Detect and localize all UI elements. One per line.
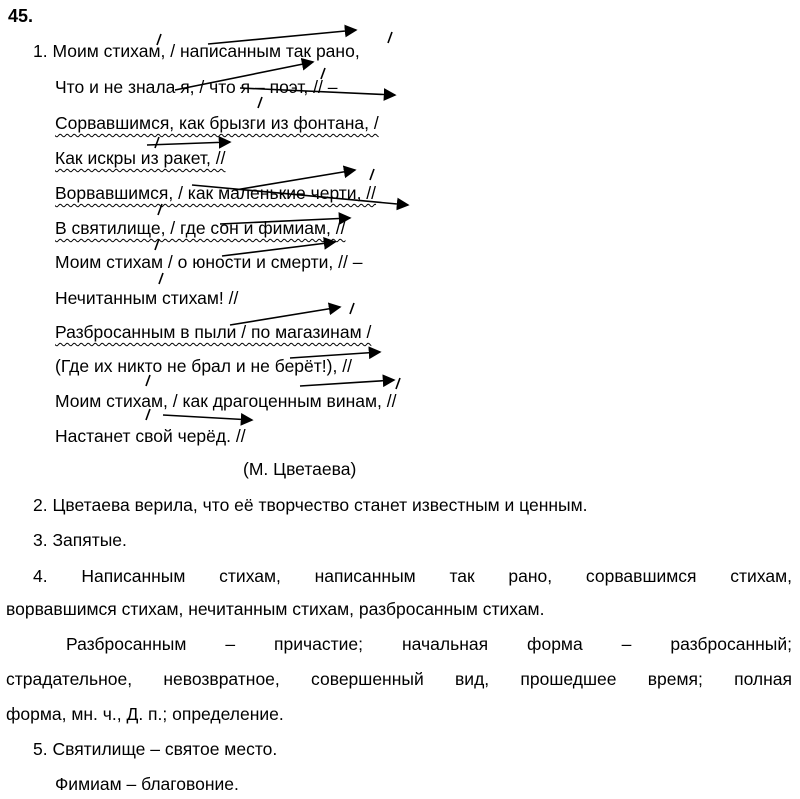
- poem-line-4: Как искры из ракет, //: [55, 148, 226, 168]
- poem-line-6: В святилище, / где сон и фимиам, //: [55, 218, 346, 238]
- link-arrow: [163, 415, 252, 420]
- stress-mark: [258, 97, 262, 108]
- stress-mark: [350, 303, 354, 314]
- stress-mark: [370, 169, 374, 180]
- poem-line-12: Настанет свой черёд. //: [55, 426, 246, 446]
- poem-line-9: Разбросанным в пыли / по магазинам /: [55, 322, 372, 342]
- answer-4-para2-line-1: Разбросанным – причастие; начальная форма – разбросанный;: [66, 634, 792, 654]
- stress-mark: [155, 239, 159, 250]
- stress-mark: [396, 378, 400, 389]
- poem-line-2: Что и не знала я, / что я – поэт, // –: [55, 77, 338, 97]
- poem-line-10: (Где их никто не брал и не берёт!), //: [55, 356, 352, 376]
- poem-text: Моим стихам, / написанным так рано,: [52, 41, 360, 61]
- link-arrow: [300, 380, 394, 386]
- link-arrow: [147, 142, 230, 145]
- answer-4-para2-line-3: форма, мн. ч., Д. п.; определение.: [6, 704, 284, 724]
- task-number: 45.: [8, 6, 34, 26]
- answer-5: 5. Святилище – святое место.: [33, 739, 278, 759]
- poem-author: (М. Цветаева): [243, 459, 357, 479]
- stress-mark: [158, 204, 162, 215]
- poem-line-7: Моим стихам / о юности и смерти, // –: [55, 252, 363, 272]
- answer-4-para2-line-2: страдательное, невозвратное, совершенный вид, прошедшее время; полная: [6, 669, 792, 689]
- poem-line-1: [33, 41, 360, 61]
- line-prefix: 1.: [33, 41, 53, 61]
- answer-3: 3. Запятые.: [33, 530, 127, 550]
- answer-4-line-1: 4. Написанным стихам, написанным так рано, сорвавшимся стихам,: [33, 566, 792, 586]
- poem-line-11: Моим стихам, / как драгоценным винам, //: [55, 391, 397, 411]
- stress-mark: [388, 32, 392, 43]
- answer-5-line-2: Фимиам – благовоние.: [55, 774, 239, 794]
- stress-mark: [146, 375, 150, 386]
- poem-line-5: Ворвавшимся, / как маленькие черти, //: [55, 183, 377, 203]
- stress-mark: [155, 137, 159, 148]
- stress-mark: [159, 273, 163, 284]
- answer-4-line-2: ворвавшимся стихам, нечитанным стихам, разбросанным стихам.: [6, 599, 545, 619]
- answer-2: 2. Цветаева верила, что её творчество станет известным и ценным.: [33, 495, 588, 515]
- poem-line-3: Сорвавшимся, как брызги из фонтана, /: [55, 113, 379, 133]
- poem-line-8: Нечитанным стихам! //: [55, 288, 239, 308]
